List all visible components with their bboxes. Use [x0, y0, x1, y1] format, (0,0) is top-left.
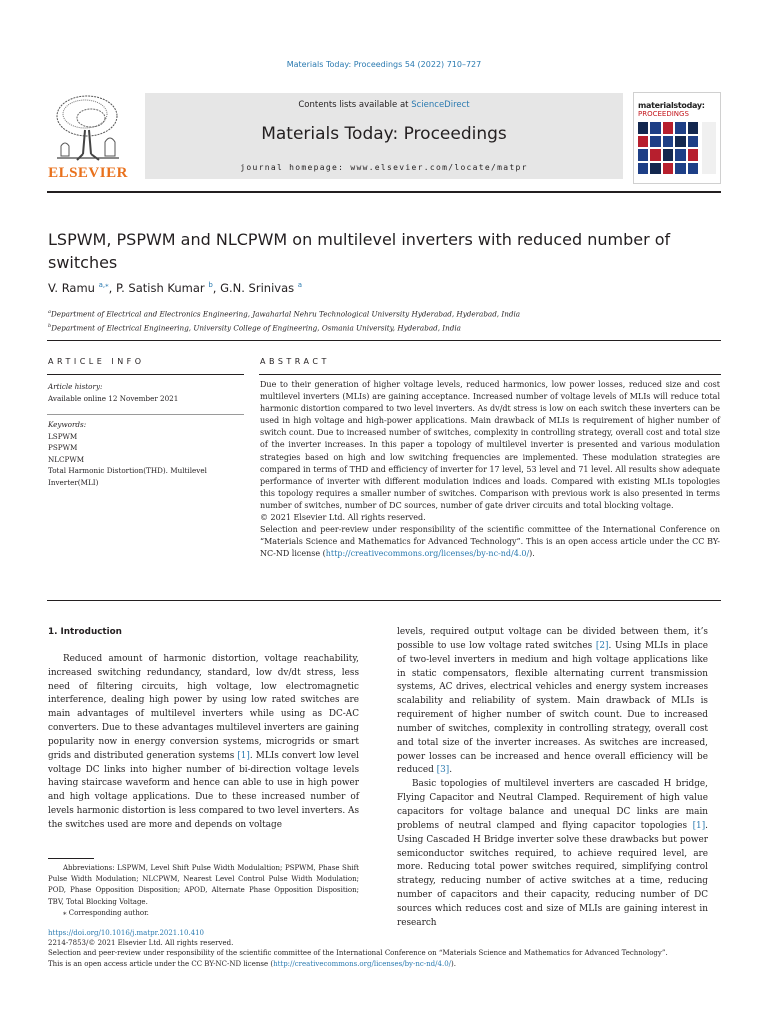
footer-license: This is an open access article under the CC BY-NC-ND license (http://creativecommons.org/licenses/by-nc-nd/4.0/). — [48, 959, 456, 968]
author-marks[interactable]: b — [208, 281, 213, 290]
author-marks[interactable]: a,⁎ — [98, 281, 109, 290]
history-label: Article history: — [48, 382, 103, 391]
doi-link[interactable]: https://doi.org/10.1016/j.matpr.2021.10.410 — [48, 929, 204, 937]
license-link[interactable]: http://creativecommons.org/licenses/by-nc-nd/4.0/ — [325, 549, 530, 559]
body-paragraph: levels, required output voltage can be divided between them, it’s possible to use low voltage rated switches [2]. Using MLIs in place of two-level inverters in medium and high voltage applications like in static compensators, flexible alternating current transmission systems, AC drives, electrical vehicles and energy system increases scalability and reliability of system. Main drawback of MLIs is requirement of higher number of switch count. Due to increased number of switches, complexity in controlling strategy, overall cost and total size of the inverter increases. As switches are increased, power losses can be increased and hence overall efficiency will be reduced [3]. — [397, 627, 708, 776]
cover-subtitle: PROCEEDINGS — [638, 110, 689, 118]
abstract-divider — [259, 374, 721, 375]
footnote-abbreviations: Abbreviations: LSPWM, Level Shift Pulse Width Modulaltion; PSPWM, Phase Shift Pulse Width Modulation; NLCPWM, Nearest Level Control Pulse Width Modulation; POD, Phase Opposition Disposition; APOD, Alternate Phase Opposition Disposition; TBV, Total Blocking Voltage. — [48, 864, 359, 906]
author-name[interactable]: V. Ramu — [48, 281, 95, 295]
affiliation-a: $^a$Department of Electrical and Electronics Engineering, Jawaharlal Nehru Technological University Hyderabad, Hyderabad, India — [48, 309, 521, 319]
keyword: Total Harmonic Distortion(THD). Multilevel Inverter(MLI) — [48, 466, 207, 487]
contents-line: Contents lists available at ScienceDirect — [298, 100, 470, 110]
footnote-divider — [48, 858, 94, 859]
affiliation-b: $^b$Department of Electrical Engineering, University College of Engineering, Osmania University, Hyderabad, India — [48, 323, 461, 333]
body-column-left — [48, 626, 359, 833]
journal-homepage-link[interactable]: journal homepage: www.elsevier.com/locate/matpr — [240, 163, 528, 172]
affiliation-divider — [47, 340, 721, 341]
cover-artwork — [638, 122, 698, 174]
journal-banner — [145, 93, 623, 179]
abstract-body — [260, 379, 720, 560]
author-list: V. Ramu $^{a,⁎}$, P. Satish Kumar $^b$, G.N. Srinivas $^a$ — [48, 281, 303, 295]
article-info-heading: ARTICLE INFO — [48, 357, 145, 366]
citation-link[interactable]: [2] — [595, 640, 609, 651]
elsevier-tree-icon — [47, 92, 129, 164]
footnote — [48, 863, 359, 919]
journal-citation[interactable]: Materials Today: Proceedings 54 (2022) 710–727 — [286, 60, 482, 69]
history-value: Available online 12 November 2021 — [48, 393, 179, 403]
footnote-corresponding: ⁎ Corresponding author. — [63, 908, 149, 917]
keyword: NLCPWM — [48, 454, 85, 464]
header-divider — [47, 191, 721, 193]
keyword: PSPWM — [48, 443, 78, 453]
author-name[interactable]: G.N. Srinivas — [220, 281, 295, 295]
citation-link[interactable]: [1] — [692, 820, 706, 831]
cover-sidebar — [702, 122, 716, 174]
keywords-divider — [47, 414, 244, 415]
footer-license-link[interactable]: http://creativecommons.org/licenses/by-nc-nd/4.0/ — [273, 959, 452, 968]
masthead — [47, 88, 721, 186]
footer-issn: 2214-7853/© 2021 Elsevier Ltd. All rights reserved. — [48, 939, 234, 948]
journal-cover-image[interactable] — [633, 92, 721, 184]
article-title: LSPWM, PSPWM and NLCPWM on multilevel inverters with reduced number of switches — [48, 230, 671, 272]
affiliations — [48, 306, 520, 335]
abstract-copyright: © 2021 Elsevier Ltd. All rights reserved. — [260, 513, 426, 523]
journal-title[interactable]: Materials Today: Proceedings — [261, 124, 507, 144]
author-marks[interactable]: a — [297, 281, 303, 290]
page-footer — [48, 928, 728, 969]
citation-link[interactable]: [3] — [436, 765, 450, 776]
elsevier-logo[interactable] — [47, 92, 129, 182]
author-name[interactable]: P. Satish Kumar — [115, 281, 205, 295]
keywords-label: Keywords: — [48, 420, 87, 429]
abstract-bottom-divider — [47, 600, 721, 601]
article-history — [48, 381, 178, 404]
keywords — [48, 419, 244, 489]
body-paragraph: Basic topologies of multilevel inverters are cascaded H bridge, Flying Capacitor and Neutral Clamped. Requirement of high value capacitors for voltage balance and unequal DC links are main problems of neutral clamped and flying capacitor topologies [1]. Using Cascaded H Bridge inverter solve these drawbacks but power semiconductor switches required, to achieve required level, are more. Reducing total power switches required, simplifying control strategy, reducing number of active switches at a time, reducing number of capacitors and their capacity, reducing number of DC sources which reduces cost and size of MLIs are gaining interest in research — [397, 779, 708, 928]
sciencedirect-link[interactable]: ScienceDirect — [411, 100, 470, 110]
citation-link[interactable]: [1] — [237, 750, 250, 761]
keyword: LSPWM — [48, 431, 78, 441]
abstract-text: Due to their generation of higher voltage levels, reduced harmonics, low power losses, reduced size and cost multilevel inverters (MLIs) are gaining acceptance. Increased number of voltage levels of MLIs will reduce total harmonic distortion compared to two level inverters. As dv/dt stress is low on each switch these inverters can be used in high voltage and high-power applications. Main drawback of MLIs is requirement of higher number of switch count. Due to increased number of switches, complexity in controlling strategy, overall cost and total size of the inverter increases. In this paper a topology of multilevel inverter is presented and various modulation strategies based on high and low switching frequencies are implemented. These modulation strategies are compared in terms of THD and efficiency of inverter for 17 level, 53 level and 71 level. All results show adequate performance of inverter with different modulation indices and loads. Compared with existing MLIs topologies this topology requires a smaller number of switches. Comparison with previous work is also presented in terms number of switches, number of DC sources, number of gate driver circuits and total blocking voltage. — [260, 380, 720, 510]
elsevier-wordmark: ELSEVIER — [48, 165, 128, 181]
article-info-divider — [47, 374, 244, 375]
abstract-peer-review: Selection and peer-review under responsibility of the scientific committee of the International Conference on “Materials Science and Mathematics for Advanced Technology”. This is an open access article under the CC BY-NC-ND license (http://creativecommons.org/licenses/by-nc-nd/4.0/). — [260, 525, 720, 559]
section-heading-introduction: 1. Introduction — [48, 627, 122, 637]
cover-title: materialstoday: — [638, 101, 705, 110]
footer-peer-review: Selection and peer-review under responsibility of the scientific committee of the International Conference on “Materials Science and Mathematics for Advanced Technology”. — [48, 949, 668, 958]
body-column-right — [397, 626, 708, 931]
body-paragraph: Reduced amount of harmonic distortion, voltage reachability, increased switching redundancy, standard, low dv/dt stress, less need of filtering circuits, high voltage, low electromagnetic interference, dealing high power by using low rated switches are main advantages of multilevel inverters while using as DC-AC converters. Due to these advantages multilevel inverters are gaining popularity now in energy conversion systems, microgrids or smart grids and distributed generation systems [1]. MLIs convert low level voltage DC links into higher number of bi-direction voltage levels having staircase waveform and hence can able to use in high power and high voltage applications. Due to these increased number of levels harmonic distortion is less compared to two level inverters. As the switches used are more and depends on voltage — [48, 653, 359, 830]
abstract-heading: ABSTRACT — [260, 357, 330, 366]
